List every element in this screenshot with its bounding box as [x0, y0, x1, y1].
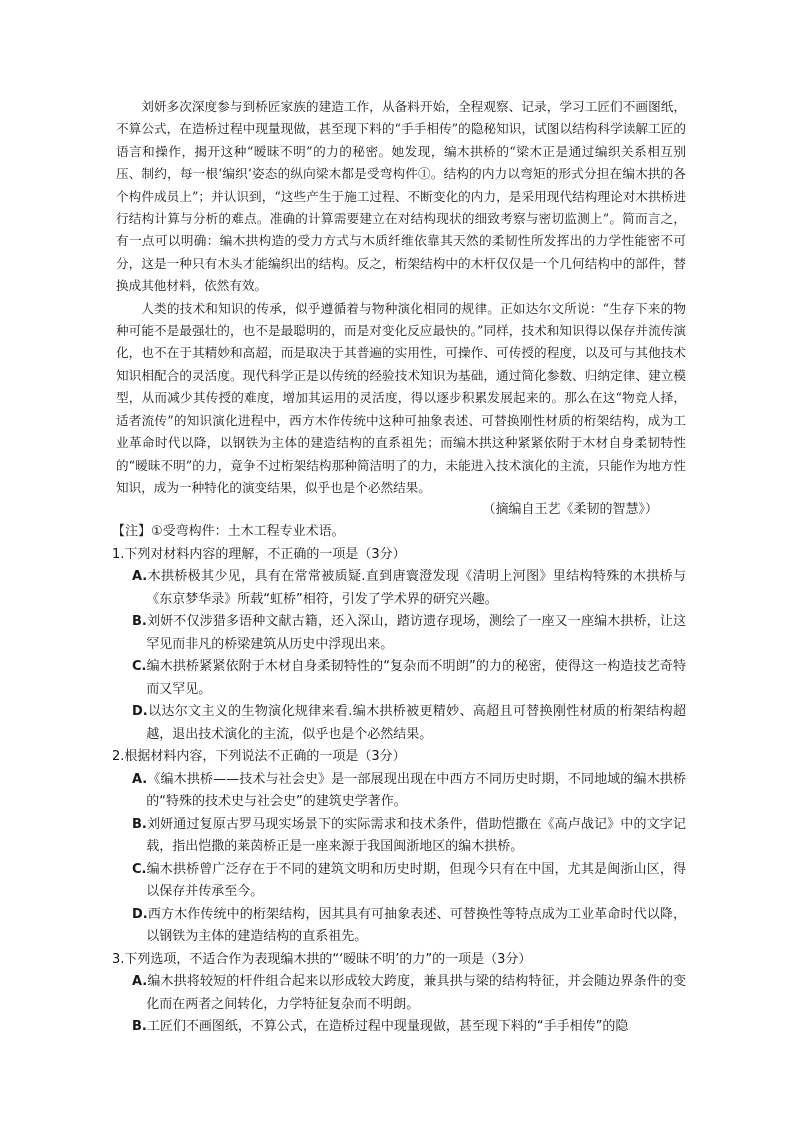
option-letter: D.	[132, 906, 148, 922]
passage-paragraph: 刘妍多次深度参与到桥匠家族的建造工作，从备料开始，全程观察、记录，学习工匠们不画图纸，不算公式，在造桥过程中现量现做，甚至现下料的“手手相传”的隐秘知识，试图以结构科学读解工匠的语言和操作，揭开这种“暧昧不明”的力的秘密。她发现，编木拱桥的“梁木正是通过编织关系相互别压、制约，每一根‘编织’姿态的纵向梁木都是受弯构件①。结构的内力以弯矩的形式分担在编木拱的各个构件成员上”；并认识到，“这些产生于施工过程、不断变化的内力，是采用现代结构理论对木拱桥进行结构计算与分析的难点。准确的计算需要建立在对结构现状的细致考察与密切监测上”。简而言之，有一点可以明确：编木拱构造的受力方式与木质纤维依靠其天然的柔韧性所发挥出的力学性能密不可分，这是一种只有木头才能编织出的结构。反之，桁架结构中的木杆仅仅是一个几何结构中的部件，替换成其他材料，依然有效。	[116, 99, 686, 294]
question-2	[112, 746, 686, 949]
option-text: 刘妍通过复原古罗马现实场景下的实际需求和技术条件，借助恺撒在《高卢战记》中的文字记载，指出恺撒的莱茵桥正是一座来源于我国闽浙地区的编木拱桥。	[146, 816, 686, 855]
option-c	[132, 656, 686, 701]
passage-paragraph: 人类的技术和知识的传承，似乎遵循着与物种演化相同的规律。正如达尔文所说：“生存下来的物种可能不是最强壮的，也不是最聪明的，而是对变化反应最快的。”同样，技术和知识得以保存并流传演化，也不在于其精妙和高超，而是取决于其普遍的实用性，可操作、可传授的程度，以及可与其他技术知识相配合的灵活度。现代科学正是以传统的经验技术知识为基础，通过简化参数、归纳定律、建立模型，从而减少其传授的难度，增加其运用的灵活度，得以逐步积累发展起来的。那么在这“物竞人择，适者流传”的知识演化进程中，西方木作传统中这种可抽象表述、可替换刚性材质的桁架结构，成为工业革命时代以降，以钢铁为主体的建造结构的直系祖先；而编木拱这种紧紧依附于木材自身柔韧特性的“暧昧不明”的力，竟争不过桁架结构那种简洁明了的力，未能进入技术演化的主流，只能作为地方性知识，成为一种特化的演变结果，似乎也是个必然结果。	[116, 300, 686, 495]
question-stem: 1.下列对材料内容的理解，不正确的一项是（3分）	[112, 546, 406, 562]
option-letter: C.	[132, 659, 147, 675]
option-a	[132, 971, 686, 1016]
option-text: 西方木作传统中的桁架结构，因其具有可抽象表述、可替换性等特点成为工业革命时代以降，以钢铁为主体的建造结构的直系祖先。	[146, 906, 686, 945]
option-letter: A.	[132, 569, 148, 585]
option-letter: A.	[132, 771, 148, 787]
question-1	[112, 544, 686, 747]
option-a	[132, 566, 686, 611]
option-b	[132, 814, 686, 859]
option-text: 刘妍不仅涉猎多语种文献古籍，还入深山，踏访遗存现场，测绘了一座又一座编木拱桥，让这罕见而非凡的桥梁建筑从历史中浮现出来。	[146, 614, 686, 652]
question-stem: 3.下列选项，不适合作为表现编木拱的“‘暧昧不明’的力”的一项是（3分）	[112, 951, 532, 967]
option-b	[132, 611, 686, 656]
option-b	[132, 1016, 686, 1039]
option-d	[132, 904, 686, 949]
option-d	[132, 701, 686, 746]
option-letter: B.	[132, 1019, 147, 1035]
option-letter: B.	[132, 816, 147, 832]
option-text: 编木拱将较短的杆件组合起来以形成较大跨度，兼具拱与梁的结构特征，并会随边界条件的变化而在两者之间转化，力学特征复杂而不明朗。	[146, 974, 686, 1012]
option-letter: A.	[132, 974, 148, 990]
option-text: 《编木拱桥——技术与社会史》是一部展现出现在中西方不同历史时期，不同地域的编木拱桥的“特殊的技术史与社会史”的建筑史学著作。	[146, 771, 686, 810]
passage-note: 【注】①受弯构件：土木工程专业术语。	[112, 524, 345, 540]
option-letter: C.	[132, 861, 147, 877]
option-letter: D.	[132, 704, 148, 720]
question-stem: 2.根据材料内容，下列说法不正确的一项是（3分）	[112, 749, 406, 765]
option-c	[132, 859, 686, 904]
option-text: 木拱桥极其少见，具有在常常被质疑.直到唐寰澄发现《清明上河图》里结构特殊的木拱桥与《东京梦华录》所载“虹桥”相符，引发了学术界的研究兴趣。	[146, 569, 686, 607]
question-3	[112, 949, 686, 1039]
passage-source: （摘编自王艺《柔韧的智慧》）	[482, 502, 658, 518]
option-text: 工匠们不画图纸，不算公式，在造桥过程中现量现做，甚至现下料的“手手相传”的隐	[146, 1019, 629, 1035]
option-letter: B.	[132, 614, 147, 630]
option-a	[132, 769, 686, 814]
option-text: 编木拱桥曾广泛存在于不同的建筑文明和历史时期，但现今只有在中国，尤其是闽浙山区，得以保存并传承至今。	[146, 861, 686, 900]
exam-page	[112, 96, 686, 1039]
option-text: 以达尔文主义的生物演化规律来看.编木拱桥被更精妙、高超且可替换刚性材质的桁架结构超越，退出技术演化的主流，似乎也是个必然结果。	[146, 704, 686, 742]
option-text: 编木拱桥紧紧依附于木材自身柔韧特性的“复杂而不明朗”的力的秘密，使得这一构造技艺奇特而又罕见。	[146, 659, 686, 697]
